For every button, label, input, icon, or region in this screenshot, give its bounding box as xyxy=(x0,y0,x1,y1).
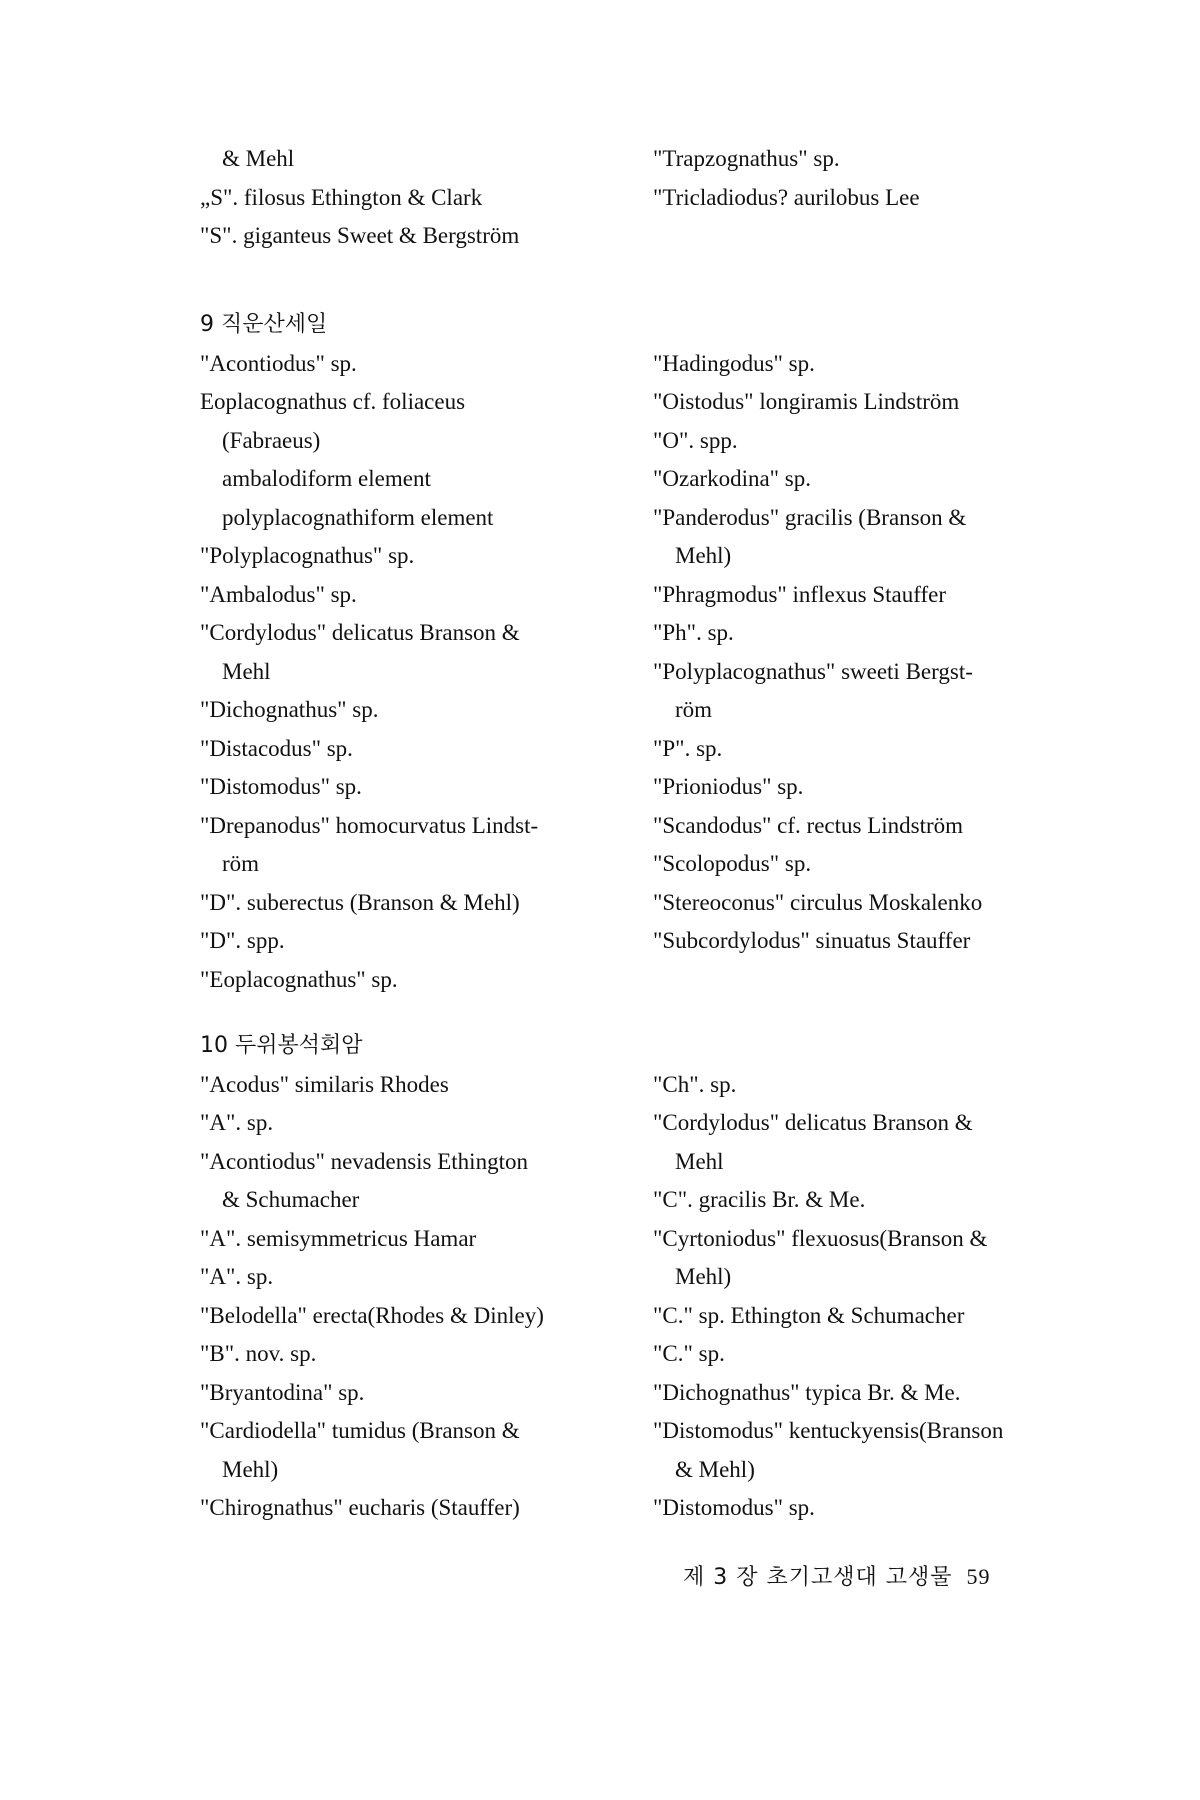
taxon-entry: "Trapzognathus" sp. xyxy=(653,146,840,171)
taxon-entry: "Bryantodina" sp. xyxy=(200,1379,365,1405)
taxon-entry: "Cyrtoniodus" flexuosus(Branson & xyxy=(653,1225,988,1251)
taxon-entry: "Scolopodus" sp. xyxy=(653,851,812,876)
taxon-entry: "Distomodus" sp. xyxy=(653,1495,815,1520)
taxon-entry: "C". gracilis Br. & Me. xyxy=(653,1187,866,1212)
taxon-entry: "Cordylodus" delicatus Branson & xyxy=(200,620,520,645)
taxon-entry: "D". spp. xyxy=(200,928,285,953)
taxon-entry: "Distomodus" sp. xyxy=(200,774,362,799)
taxon-entry: & Mehl xyxy=(222,146,295,171)
taxon-entry: "Eoplacognathus" sp. xyxy=(200,966,398,992)
taxon-entry: "Acontiodus" nevadensis Ethington xyxy=(200,1148,528,1174)
taxon-entry: "Tricladiodus? aurilobus Lee xyxy=(653,184,920,210)
taxon-entry: Mehl) xyxy=(675,543,732,568)
taxon-entry: polyplacognathiform element xyxy=(222,504,494,530)
taxon-entry: Mehl) xyxy=(675,1264,732,1289)
chapter-title: 제 3 장 초기고생대 고생물 xyxy=(683,1565,953,1590)
taxon-entry: (Fabraeus) xyxy=(222,427,321,453)
section-10-left xyxy=(200,1027,620,1528)
taxon-entry: "Distacodus" sp. xyxy=(200,735,353,761)
taxon-entry: & Mehl) xyxy=(675,1456,755,1482)
taxon-entry: "Chirognathus" eucharis (Stauffer) xyxy=(200,1495,520,1520)
taxon-entry: "S". giganteus Sweet & Bergström xyxy=(200,223,520,248)
taxon-entry: "B". nov. sp. xyxy=(200,1341,317,1366)
taxon-entry: "C." sp. xyxy=(653,1341,725,1366)
taxon-entry: "Panderodus" gracilis (Branson & xyxy=(653,504,967,530)
taxon-entry: "Distomodus" kentuckyensis(Branson xyxy=(653,1418,1004,1443)
taxon-entry: "Acontiodus" sp. xyxy=(200,350,357,376)
section-10-right xyxy=(653,1066,1073,1528)
taxon-entry: & Schumacher xyxy=(222,1187,360,1212)
taxon-entry: "Subcordylodus" sinuatus Stauffer xyxy=(653,928,971,953)
taxon-entry: Mehl xyxy=(222,658,271,684)
taxon-entry: "Scandodus" cf. rectus Lindström xyxy=(653,812,964,838)
section-9-left xyxy=(200,306,620,999)
taxon-entry: "Ambalodus" sp. xyxy=(200,581,357,607)
taxon-entry: „S". filosus Ethington & Clark xyxy=(200,184,483,210)
section-10-heading: 10 두위봉석회암 xyxy=(200,1033,363,1058)
top-right-column xyxy=(653,140,1073,217)
taxon-entry: "O". spp. xyxy=(653,427,738,453)
taxon-entry: "Ph". sp. xyxy=(653,620,734,645)
taxon-entry: "Polyplacognathus" sp. xyxy=(200,543,415,568)
taxon-entry: "Hadingodus" sp. xyxy=(653,350,815,376)
section-9-heading: 9 직운산세일 xyxy=(200,312,328,337)
page-footer xyxy=(683,1560,991,1591)
page-number: 59 xyxy=(966,1564,991,1589)
taxon-entry: "A". sp. xyxy=(200,1110,274,1135)
taxon-entry: Mehl) xyxy=(222,1456,279,1482)
taxon-entry: "Polyplacognathus" sweeti Bergst- xyxy=(653,658,973,684)
taxon-entry: "Drepanodus" homocurvatus Lindst- xyxy=(200,812,539,838)
taxon-entry: ambalodiform element xyxy=(222,466,431,491)
taxon-entry: "P". sp. xyxy=(653,735,723,761)
taxon-entry: "Belodella" erecta(Rhodes & Dinley) xyxy=(200,1302,544,1328)
taxon-entry: "Dichognathus" typica Br. & Me. xyxy=(653,1379,961,1405)
taxon-entry: "Ozarkodina" sp. xyxy=(653,466,812,491)
taxon-entry: röm xyxy=(222,851,260,876)
taxon-entry: "A". sp. xyxy=(200,1264,274,1289)
section-9-right xyxy=(653,345,1073,961)
taxon-entry: "D". suberectus (Branson & Mehl) xyxy=(200,889,520,915)
taxon-entry: "Cardiodella" tumidus (Branson & xyxy=(200,1418,520,1443)
taxon-entry: "A". semisymmetricus Hamar xyxy=(200,1225,477,1251)
taxon-entry: "Dichognathus" sp. xyxy=(200,697,379,722)
taxon-entry: "Stereoconus" circulus Moskalenko xyxy=(653,889,983,915)
taxon-entry: "Cordylodus" delicatus Branson & xyxy=(653,1110,973,1135)
taxon-entry: "Ch". sp. xyxy=(653,1071,737,1097)
top-left-column xyxy=(200,140,620,256)
taxon-entry: "C." sp. Ethington & Schumacher xyxy=(653,1302,965,1328)
taxon-entry: Mehl xyxy=(675,1148,724,1174)
taxon-entry: Eoplacognathus cf. foliaceus xyxy=(200,389,466,414)
taxon-entry: "Oistodus" longiramis Lindström xyxy=(653,389,960,414)
taxon-entry: röm xyxy=(675,697,713,722)
taxon-entry: "Acodus" similaris Rhodes xyxy=(200,1071,449,1097)
taxon-entry: "Phragmodus" inflexus Stauffer xyxy=(653,581,947,607)
taxon-entry: "Prioniodus" sp. xyxy=(653,774,804,799)
